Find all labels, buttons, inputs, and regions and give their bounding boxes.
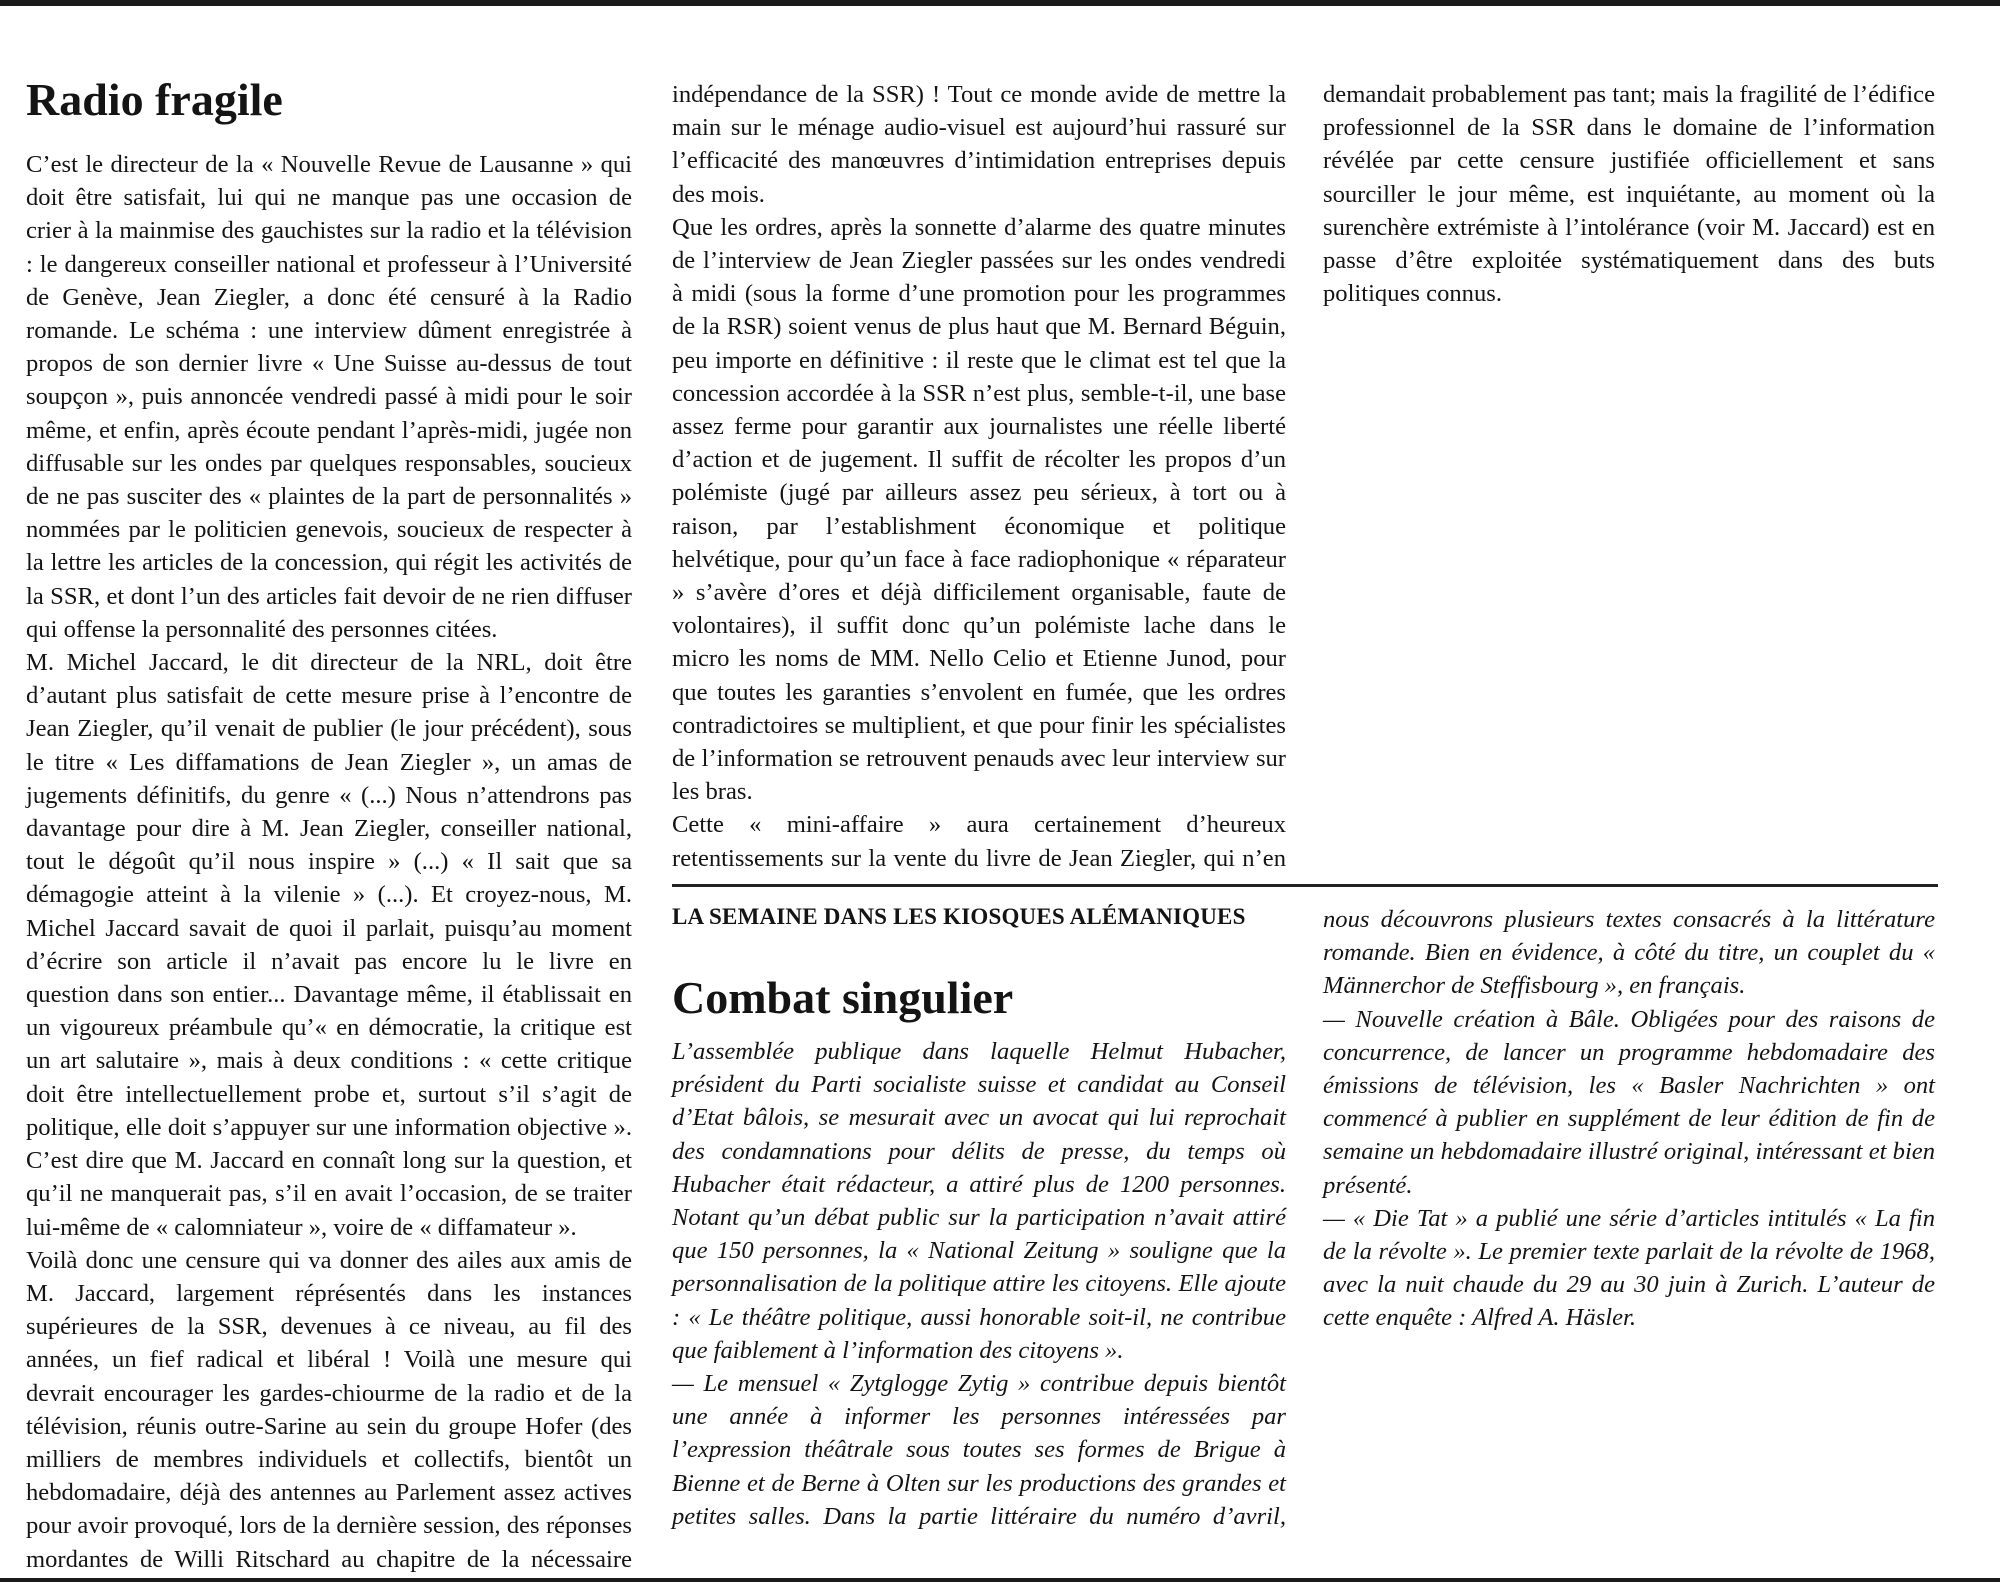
section-divider-rule (672, 884, 1938, 887)
article2-kicker: LA SEMAINE DANS LES KIOSQUES ALÉMANIQUES (672, 904, 1246, 929)
article2-paragraph-3: — Nouvelle création à Bâle. Obligées pour des raisons de concurrence, de lancer un programme hebdomadaire des émissions de télévision, les « Basler Nachrichten » ont commencé à publier en supplément de leur édition de fin de semaine un hebdomadaire illustré original, intéressant et bien présenté. (1323, 1005, 1935, 1199)
article2-paragraph-2-cont: nous découvrons plusieurs textes consacrés à la littérature romande. Bien en évidence, à côté du titre, un couplet du « Männerchor de Steffisbourg », en français. (1323, 906, 1935, 1000)
article1-paragraph-4: Que les ordres, après la sonnette d’alarme des quatre minutes de l’interview de Jean Ziegler passées sur les ondes vendredi à midi (sous la forme d’une promotion pour les programmes de la RSR) soient venus de plus haut que M. Bernard Béguin, peu importe en définitive : il reste que le climat est tel que la concession accordée à la SSR n’est plus, semble-t-il, une base assez ferme pour garantir aux journalistes une réelle liberté d’action et de jugement. Il suffit de récolter les propos d’un polémiste (jugé par ailleurs assez peu sérieux, à tort ou à raison, par l’establishment économique et politique helvétique, pour qu’un face à face radiophonique « réparateur » s’avère d’ores et déjà difficilement organisable, faute de volontaires), il suffit donc qu’un polémiste lache dans le micro les noms de MM. Nello Celio et Etienne Junod, pour que toutes les garanties s’envolent en fumée, que les ordres contradictoires se multiplient, et que pour finir les spécialistes de l’information se retrouvent penauds avec leur interview sur les bras. (672, 213, 1286, 806)
article1-paragraph-5: Cette « mini-affaire » aura certainement d’heureux retentissements sur la vente du livre de Jean Ziegler, qui n’en (672, 811, 1286, 872)
top-rule (0, 0, 2000, 6)
article2-column-1 (672, 1035, 1286, 1533)
article1-paragraph-3-cont: indépendance de la SSR) ! Tout ce monde avide de mettre la main sur le ménage audio-visuel est aujourd’hui rassuré sur l’efficacité des manœuvres d’intimidation entreprises depuis des mois. (672, 81, 1286, 208)
article1-column-1 (26, 148, 632, 1576)
bottom-rule (0, 1578, 2000, 1582)
article1-column-3 (1323, 78, 1935, 310)
article1-column-2 (672, 78, 1286, 875)
article-title-radio-fragile: Radio fragile (26, 74, 283, 125)
article-title-combat-singulier: Combat singulier (672, 972, 1014, 1023)
article1-paragraph-5-cont: demandait probablement pas tant; mais la fragilité de l’édifice professionnel de la SSR dans le domaine de l’information révélée par cette censure justifiée officiellement et sans sourciller le jour même, est inquiétante, au moment où la surenchère extrémiste à l’intolérance (voir M. Jaccard) est en passe d’être exploitée systématiquement dans des buts politiques connus. (1323, 81, 1935, 308)
article2-paragraph-4: — « Die Tat » a publié une série d’articles intitulés « La fin de la révolte ». Le premier texte parlait de la révolte de 1968, avec la nuit chaude du 29 au 30 juin à Zurich. L’auteur de cette enquête : Alfred A. Häsler. (1323, 1204, 1935, 1332)
article2-paragraph-1: L’assemblée publique dans laquelle Helmut Hubacher, président du Parti socialiste suisse et candidat au Conseil d’Etat bâlois, se mesurait avec un avocat qui lui reprochait des condamnations pour délits de presse, du temps où Hubacher était rédacteur, a attiré plus de 1200 personnes. Notant qu’un débat public sur la participation n’avait attiré que 150 personnes, la « National Zeitung » souligne que la personnalisation de la politique attire les citoyens. Elle ajoute : « Le théâtre politique, aussi honorable soit-il, ne contribue que faiblement à l’information des citoyens ». (672, 1038, 1286, 1364)
article1-paragraph-2: M. Michel Jaccard, le dit directeur de la NRL, doit être d’autant plus satisfait de cette mesure prise à l’encontre de Jean Ziegler, qu’il venait de publier (le jour précédent), sous le titre « Les diffamations de Jean Ziegler », un amas de jugements définitifs, du genre « (...) Nous n’attendrons pas davantage pour dire à M. Jean Ziegler, conseiller national, tout le dégoût qu’il nous inspire » (...) « Il sait que sa démagogie atteint à la vilenie » (...). Et croyez-nous, M. Michel Jaccard savait de quoi il parlait, puisqu’au moment d’écrire son article il n’avait pas encore lu le livre en question dans son entier... Davantage même, il établissait en un vigoureux préambule qu’« en démocratie, la critique est un art salutaire », mais à deux conditions : « cette critique doit être intellectuellement probe et, surtout s’il s’agit de politique, elle doit s’appuyer sur une information objective ». C’est dire que M. Jaccard en connaît long sur la question, et qu’il ne manquerait pas, s’il en avait l’occasion, de se traiter lui-même de « calomniateur », voire de « diffamateur ». (26, 649, 632, 1241)
article1-paragraph-1: C’est le directeur de la « Nouvelle Revue de Lausanne » qui doit être satisfait, lui qui ne manque pas une occasion de crier à la mainmise des gauchistes sur la radio et la télévision : le dangereux conseiller national et professeur à l’Université de Genève, Jean Ziegler, a donc été censuré à la Radio romande. Le schéma : une interview dûment enregistrée à propos de son dernier livre « Une Suisse au-dessus de tout soupçon », puis annoncée vendredi passé à midi pour le soir même, et enfin, après écoute pendant l’après-midi, jugée non diffusable sur les ondes par quelques responsables, soucieux de ne pas susciter des « plaintes de la part de personnalités » nommées par le politicien genevois, soucieux de respecter à la lettre les articles de la concession, qui régit les activités de la SSR, et dont l’un des articles fait devoir de ne rien diffuser qui offense la personnalité des personnes citées. (26, 151, 632, 643)
article2-paragraph-2: — Le mensuel « Zytglogge Zytig » contribue depuis bientôt une année à informer les personnes intéressées par l’expression théâtrale sous toutes ses formes de Brigue à Bienne et de Berne à Olten sur les productions des grandes et petites salles. Dans la partie littéraire du numéro d’avril, (672, 1370, 1286, 1530)
article2-column-2 (1323, 903, 1935, 1335)
article1-paragraph-3: Voilà donc une censure qui va donner des ailes aux amis de M. Jaccard, largement réprésentés dans les instances supérieures de la SSR, devenues à ce niveau, au fil des années, un fief radical et libéral ! Voilà une mesure qui devrait encourager les gardes-chiourme de la radio et de la télévision, réunis outre-Sarine au sein du groupe Hofer (des milliers de membres individuels et collectifs, bientôt un hebdomadaire, déjà des antennes au Parlement assez actives pour avoir provoqué, lors de la dernière session, des réponses mordantes de Willi Ritschard au chapitre de la nécessaire (26, 1246, 632, 1573)
